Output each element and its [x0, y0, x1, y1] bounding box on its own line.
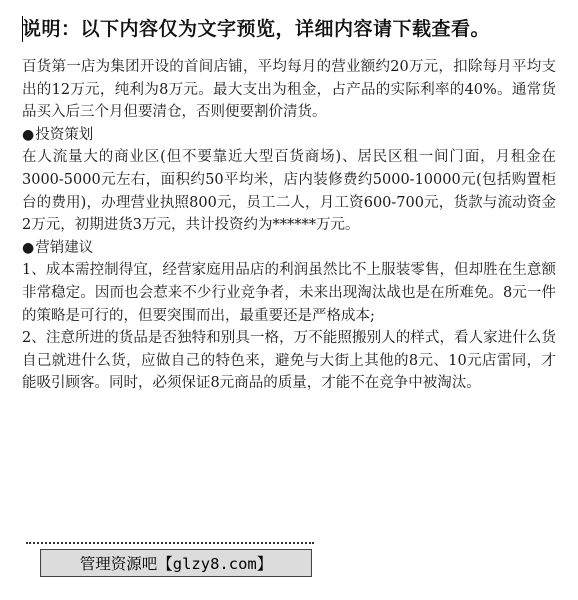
dotted-divider — [26, 542, 314, 544]
investment-paragraph: 在人流量大的商业区(但不要靠近大型百货商场)、居民区租一间门面，月租金在3000-5000元左右，面积约50平均米，店内装修费约5000-10000元(包括购置柜台的费用)，办理营业执照800元，员工二人，月工资600-700元，货款与流动资金2万元，初期进货3万元，共计投资约为******万元。 — [22, 149, 556, 234]
section-heading-investment — [22, 124, 556, 147]
marketing-paragraph-1: 1、成本需控制得宜，经营家庭用品店的利润虽然比不上服装零售，但却胜在生意额非常稳定。因而也会惹来不少行业竞争者，未来出现淘汰战也是在所难免。8元一件的策略是可行的，但要突围而出，最重要还是严格成本; — [22, 262, 556, 324]
section-title: 投资策划 — [35, 126, 94, 143]
preview-notice: 说明：以下内容仅为文字预览，详细内容请下载查看。 — [22, 18, 491, 40]
intro-paragraph: 百货第一店为集团开设的首间店铺，平均每月的营业额约20万元，扣除每月平均支出的12万元，纯利为8万元。最大支出为租金，占产品的实际利率的40%。通常货品买入后三个月但要清仓，否则便要割价清货。 — [22, 59, 556, 121]
footer-label[interactable]: 管理资源吧【glzy8.com】 — [79, 555, 273, 573]
document-body — [22, 56, 556, 395]
section-heading-marketing — [22, 237, 556, 260]
marketing-paragraph-2: 2、注意所进的货品是否独特和别具一格，万不能照搬别人的样式，看人家进什么货自己就进什么货，应做自己的特色来，避免与大街上其他的8元、10元店雷同，才能吸引顾客。同时，必须保证8元商品的质量，才能不在竞争中被淘汰。 — [22, 330, 556, 392]
footer-link-box[interactable] — [40, 549, 312, 577]
bullet-icon: ● — [22, 239, 35, 256]
bullet-icon: ● — [22, 126, 35, 143]
section-title: 营销建议 — [35, 239, 94, 256]
